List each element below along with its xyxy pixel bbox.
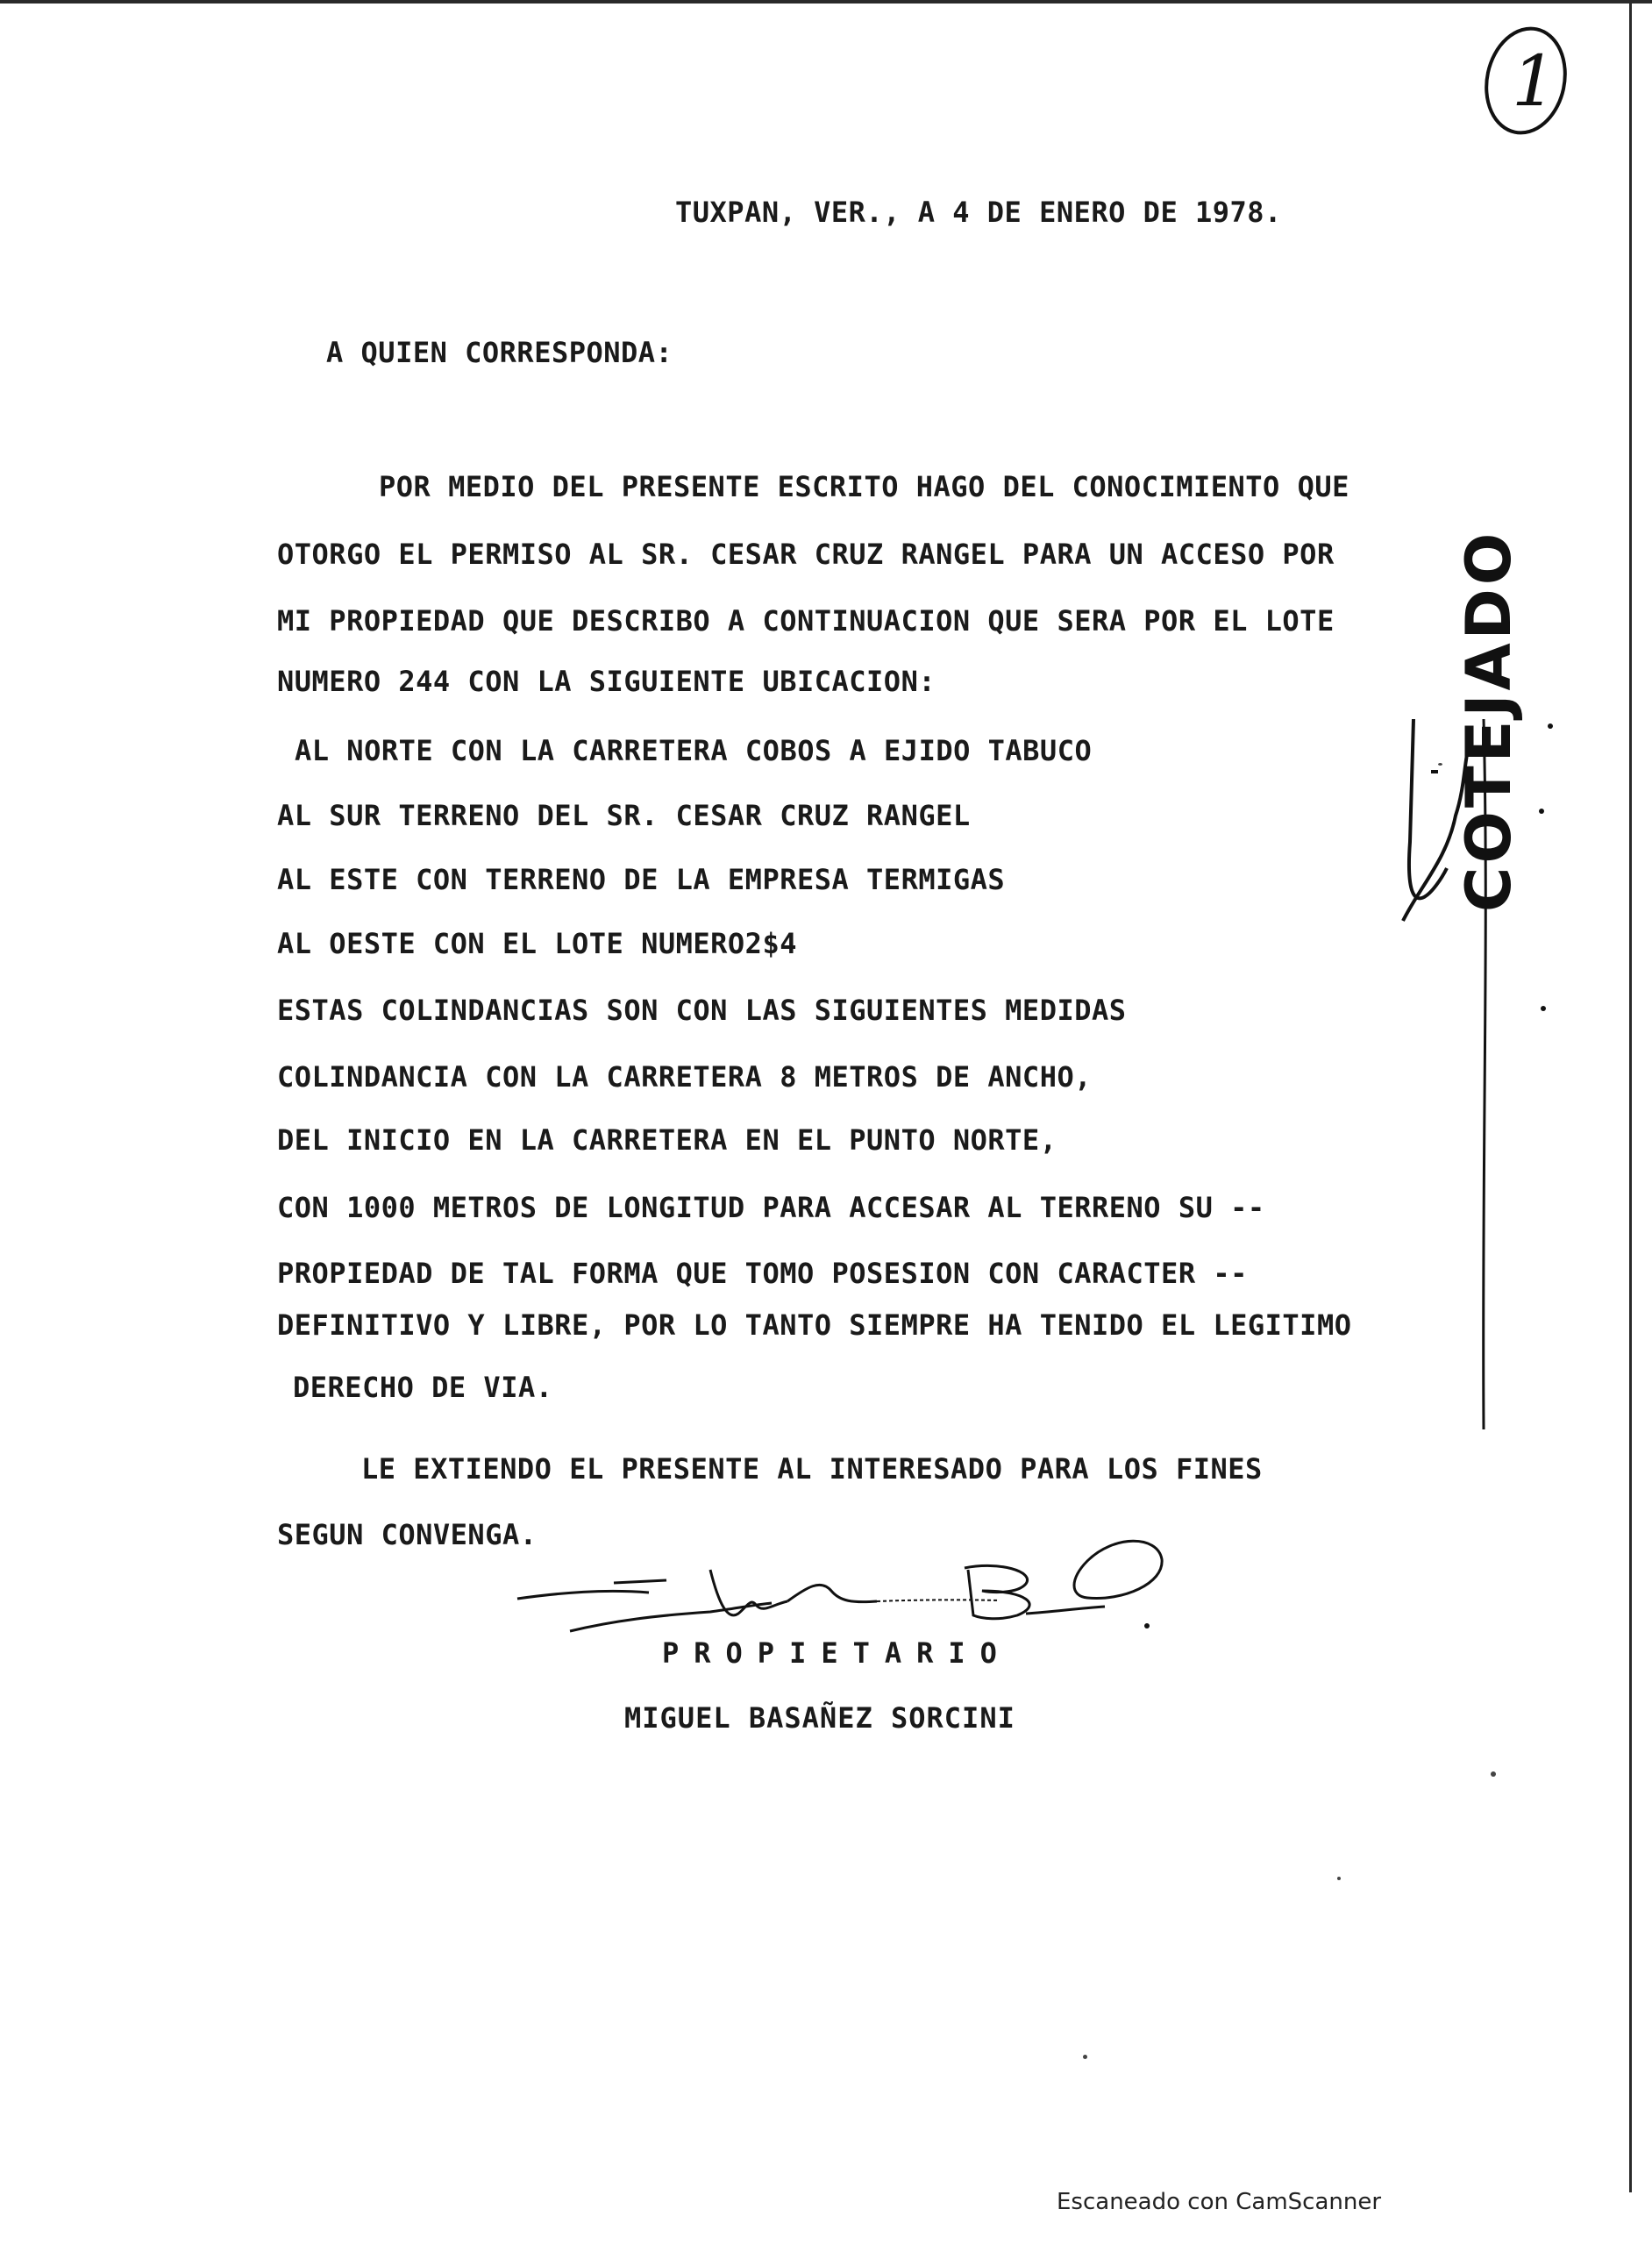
- body-line: DEL INICIO EN LA CARRETERA EN EL PUNTO NORTE,: [277, 1123, 1057, 1157]
- body-line: POR MEDIO DEL PRESENTE ESCRITO HAGO DEL CONOCIMIENTO QUE: [379, 470, 1349, 503]
- scan-speck: [1491, 1771, 1496, 1777]
- body-line: OTORGO EL PERMISO AL SR. CESAR CRUZ RANGEL PARA UN ACCESO POR: [277, 538, 1335, 571]
- boundary-north: AL NORTE CON LA CARRETERA COBOS A EJIDO TABUCO: [295, 734, 1093, 767]
- body-line: MI PROPIEDAD QUE DESCRIBO A CONTINUACION QUE SERA POR EL LOTE: [277, 604, 1335, 638]
- body-line: ESTAS COLINDANCIAS SON CON LAS SIGUIENTES MEDIDAS: [277, 994, 1127, 1027]
- scan-right-edge: [1629, 0, 1632, 2192]
- scan-speck: [1337, 1877, 1341, 1880]
- boundary-south: AL SUR TERRENO DEL SR. CESAR CRUZ RANGEL: [277, 799, 971, 832]
- body-line: CON 1000 METROS DE LONGITUD PARA ACCESAR AL TERRENO SU --: [277, 1191, 1265, 1224]
- closing-line: LE EXTIENDO EL PRESENTE AL INTERESADO PARA LOS FINES: [361, 1452, 1263, 1486]
- body-line: DERECHO DE VIA.: [293, 1371, 553, 1404]
- scan-speck: [1438, 763, 1442, 766]
- boundary-east: AL ESTE CON TERRENO DE LA EMPRESA TERMIGAS: [277, 863, 1006, 896]
- body-line: COLINDANCIA CON LA CARRETERA 8 METROS DE ANCHO,: [277, 1060, 1092, 1094]
- body-line: NUMERO 244 CON LA SIGUIENTE UBICACION:: [277, 665, 936, 698]
- body-line: PROPIEDAD DE TAL FORMA QUE TOMO POSESION CON CARACTER --: [277, 1257, 1248, 1290]
- camscanner-footer: Escaneado con CamScanner: [1057, 2189, 1382, 2215]
- handwritten-page-number: [1475, 18, 1580, 140]
- closing-line: SEGUN CONVENGA.: [277, 1518, 538, 1551]
- salutation: A QUIEN CORRESPONDA:: [326, 336, 673, 369]
- handwritten-signature: [509, 1517, 1175, 1649]
- cotejado-stamp-text: COTEJADO: [1453, 529, 1525, 912]
- boundary-west: AL OESTE CON EL LOTE NUMERO2$4: [277, 927, 797, 960]
- body-line: DEFINITIVO Y LIBRE, POR LO TANTO SIEMPRE HA TENIDO EL LEGITIMO: [277, 1308, 1352, 1342]
- date-line: TUXPAN, VER., A 4 DE ENERO DE 1978.: [675, 196, 1282, 229]
- page-number-text: 1: [1512, 40, 1556, 122]
- signature-name: MIGUEL BASAÑEZ SORCINI: [624, 1701, 1015, 1735]
- scan-speck: [1083, 2055, 1087, 2059]
- scan-top-edge: [0, 0, 1652, 4]
- signature-title: PROPIETARIO: [662, 1636, 1012, 1670]
